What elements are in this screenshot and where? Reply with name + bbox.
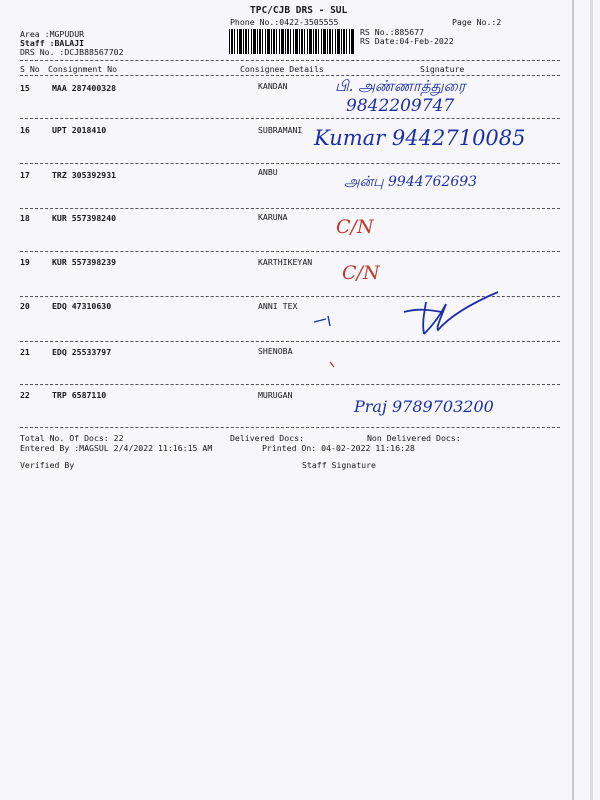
row-divider bbox=[20, 208, 560, 209]
row-consignment: EDQ 47310630 bbox=[52, 301, 112, 311]
staff-label: Staff :BALAJI bbox=[20, 38, 85, 48]
row-consignee: MURUGAN bbox=[258, 390, 293, 400]
barcode-image bbox=[229, 29, 355, 54]
delivered-docs: Delivered Docs: bbox=[230, 433, 304, 443]
printed-on: Printed On: 04-02-2022 11:16:28 bbox=[262, 443, 415, 453]
row-divider bbox=[20, 341, 560, 342]
sheet-title: TPC/CJB DRS - SUL bbox=[250, 5, 348, 16]
row-consignee: SUBRAMANI bbox=[258, 125, 303, 135]
row-divider bbox=[20, 118, 560, 119]
row-consignee: KARUNA bbox=[258, 212, 288, 222]
row-sno: 20 bbox=[20, 301, 30, 311]
row-consignee: SHENOBA bbox=[258, 346, 293, 356]
row-divider bbox=[20, 251, 560, 252]
row-sno: 19 bbox=[20, 257, 30, 267]
header-divider-top bbox=[20, 60, 560, 61]
column-header-signature: Signature bbox=[420, 64, 465, 74]
scan-edge-line bbox=[572, 0, 574, 800]
non-delivered-docs: Non Delivered Docs: bbox=[367, 433, 461, 443]
row-consignment: MAA 287400328 bbox=[52, 83, 117, 93]
row-sno: 15 bbox=[20, 83, 30, 93]
row-sno: 17 bbox=[20, 170, 30, 180]
column-header-consignee: Consignee Details bbox=[240, 64, 324, 74]
handwritten-remark: C/N bbox=[342, 262, 380, 284]
handwritten-signature: பி. அண்ணாத்துரை bbox=[335, 77, 466, 95]
row-sno: 18 bbox=[20, 213, 30, 223]
total-docs: Total No. Of Docs: 22 bbox=[20, 433, 124, 443]
row-consignment: TRZ 305392931 bbox=[52, 170, 117, 180]
row-consignee: KARTHIKEYAN bbox=[258, 257, 313, 267]
verified-by: Verified By bbox=[20, 460, 75, 470]
handwritten-phone: 9842209747 bbox=[346, 96, 455, 116]
drs-number: DRS No. :DCJB88567702 bbox=[20, 47, 124, 57]
row-divider bbox=[20, 427, 560, 428]
row-consignment: EDQ 25533797 bbox=[52, 347, 112, 357]
row-consignment: TRP 6587110 bbox=[52, 390, 107, 400]
entered-by: Entered By :MAGSUL 2/4/2022 11:16:15 AM bbox=[20, 443, 213, 453]
row-consignment: KUR 557398240 bbox=[52, 213, 117, 223]
handwritten-remark: C/N bbox=[336, 216, 374, 238]
column-header-consignment: Consignment No bbox=[48, 64, 118, 74]
rs-date: RS Date:04-Feb-2022 bbox=[360, 36, 454, 46]
row-divider bbox=[20, 163, 560, 164]
row-sno: 22 bbox=[20, 390, 30, 400]
row-consignee: ANNI TEX bbox=[258, 301, 298, 311]
rs-number: RS No.:885677 bbox=[360, 27, 425, 37]
page-number: Page No.:2 bbox=[452, 17, 502, 27]
phone-number: Phone No.:0422-3505555 bbox=[230, 17, 339, 27]
row-consignment: UPT 2018410 bbox=[52, 125, 107, 135]
row-consignee: KANDAN bbox=[258, 81, 288, 91]
handwritten-signature: Praj 9789703200 bbox=[354, 397, 494, 416]
handwritten-signature: Kumar 9442710085 bbox=[314, 126, 526, 150]
area-label: Area :MGPUDUR bbox=[20, 29, 85, 39]
row-consignee: ANBU bbox=[258, 167, 278, 177]
scan-edge-line bbox=[590, 0, 593, 800]
column-header-sno: S No bbox=[20, 64, 40, 74]
staff-signature-label: Staff Signature bbox=[302, 460, 376, 470]
row-sno: 16 bbox=[20, 125, 30, 135]
row-sno: 21 bbox=[20, 347, 30, 357]
row-consignment: KUR 557398239 bbox=[52, 257, 117, 267]
header-divider-bottom bbox=[20, 75, 560, 76]
handwritten-signature: அன்பு 9944762693 bbox=[344, 174, 478, 190]
scribbled-signature bbox=[300, 286, 510, 346]
row-divider bbox=[20, 384, 560, 385]
ink-mark bbox=[328, 360, 338, 370]
